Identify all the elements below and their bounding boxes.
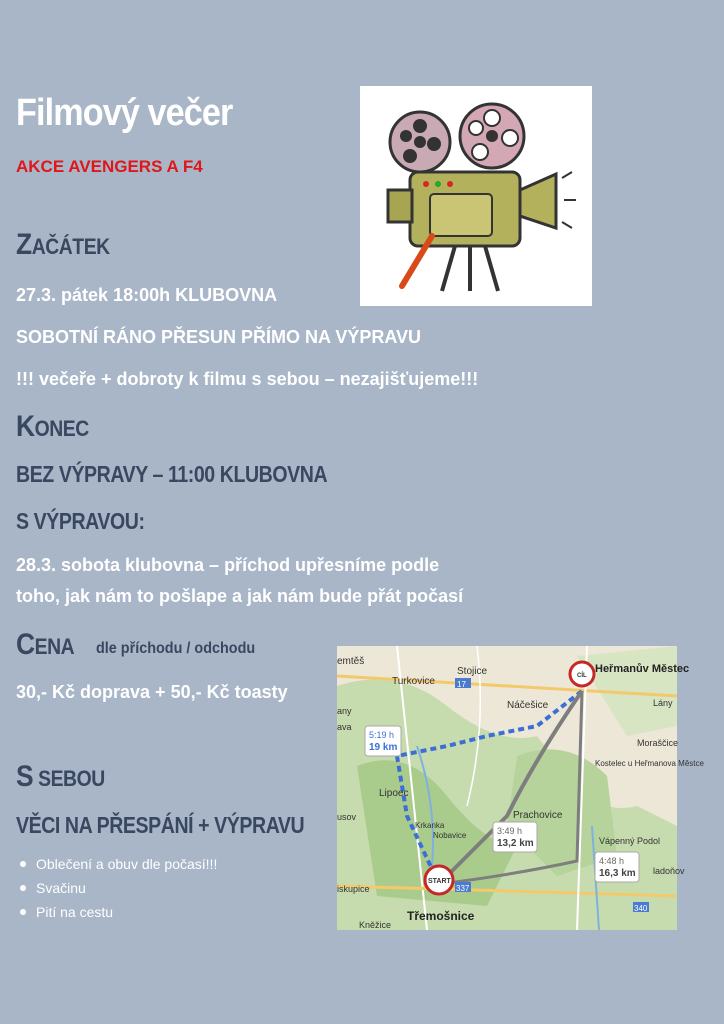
- end-with-trip: S VÝPRAVOU:: [16, 508, 145, 534]
- start-line-2: SOBOTNÍ RÁNO PŘESUN PŘÍMO NA VÝPRAVU: [16, 327, 422, 347]
- map-town-label: Turkovice: [392, 676, 435, 687]
- bring-subheading: VĚCI NA PŘESPÁNÍ + VÝPRAVU: [16, 812, 305, 838]
- film-projector-illustration: [360, 86, 592, 306]
- road-number: 340: [634, 904, 648, 913]
- page-title: Filmový večer: [16, 92, 233, 134]
- end-line-2: toho, jak nám to pošlape a jak nám bude přát počasí: [16, 586, 464, 606]
- route-distance: 13,2 km: [497, 838, 534, 849]
- map-town-label: Heřmanův Městec: [595, 663, 690, 675]
- route-distance: 19 km: [369, 742, 398, 753]
- map-town-label: Kostelec u Heřmanova Městce: [595, 759, 704, 768]
- map-town-label: Stojice: [457, 666, 488, 677]
- start-line-1: 27.3. pátek 18:00h KLUBOVNA: [16, 285, 278, 305]
- map-town-label: Nobavice: [433, 831, 467, 840]
- list-item: Pití na cestu: [36, 900, 217, 924]
- route-map: [337, 646, 704, 930]
- map-town-label: Krkanka: [415, 821, 445, 830]
- list-item: Oblečení a obuv dle počasí!!!: [36, 852, 217, 876]
- end-without-trip: BEZ VÝPRAVY – 11:00 KLUBOVNA: [16, 461, 328, 487]
- map-town-label: Náčešice: [507, 700, 549, 711]
- map-town-label: usov: [337, 812, 357, 822]
- map-town-label: emtěš: [337, 656, 365, 667]
- route-time: 3:49 h: [497, 826, 523, 836]
- map-town-label: Prachovice: [513, 810, 563, 821]
- list-item: Svačinu: [36, 876, 217, 900]
- price-note: dle příchodu / odchodu: [96, 640, 256, 657]
- event-subtitle: AKCE AVENGERS A F4: [16, 157, 203, 176]
- map-town-label: Moraščice: [637, 738, 679, 748]
- route-time: 4:48 h: [599, 856, 625, 866]
- section-heading-start: ZAČÁTEK: [16, 228, 110, 261]
- start-pin-label: START: [428, 878, 451, 885]
- end-line-1: 28.3. sobota klubovna – příchod upřesníme podle: [16, 555, 440, 575]
- end-pin-label: CÍL: [577, 673, 587, 679]
- road-number: 17: [457, 680, 466, 689]
- route-distance: 16,3 km: [599, 868, 636, 879]
- map-town-label: ladoňov: [653, 866, 685, 876]
- start-line-3: !!! večeře + dobroty k filmu s sebou – nezajišťujeme!!!: [16, 369, 479, 389]
- route-time: 5:19 h: [369, 730, 395, 740]
- map-town-label: Vápenný Podol: [599, 836, 661, 846]
- section-heading-end: KONEC: [16, 410, 89, 443]
- bring-list: [14, 852, 217, 924]
- section-heading-price: CENA: [16, 628, 75, 661]
- price-line: 30,- Kč doprava + 50,- Kč toasty: [16, 682, 288, 702]
- map-town-label: Lány: [653, 698, 673, 708]
- map-town-label: Třemošnice: [407, 909, 475, 923]
- map-town-label: any: [337, 706, 352, 716]
- section-heading-bring: S SEBOU: [16, 760, 105, 793]
- map-town-label: iskupice: [337, 884, 370, 894]
- map-town-label: Kněžice: [359, 920, 392, 930]
- map-town-label: Lipoec: [379, 788, 409, 799]
- road-number: 337: [456, 884, 470, 893]
- map-town-label: ava: [337, 722, 352, 732]
